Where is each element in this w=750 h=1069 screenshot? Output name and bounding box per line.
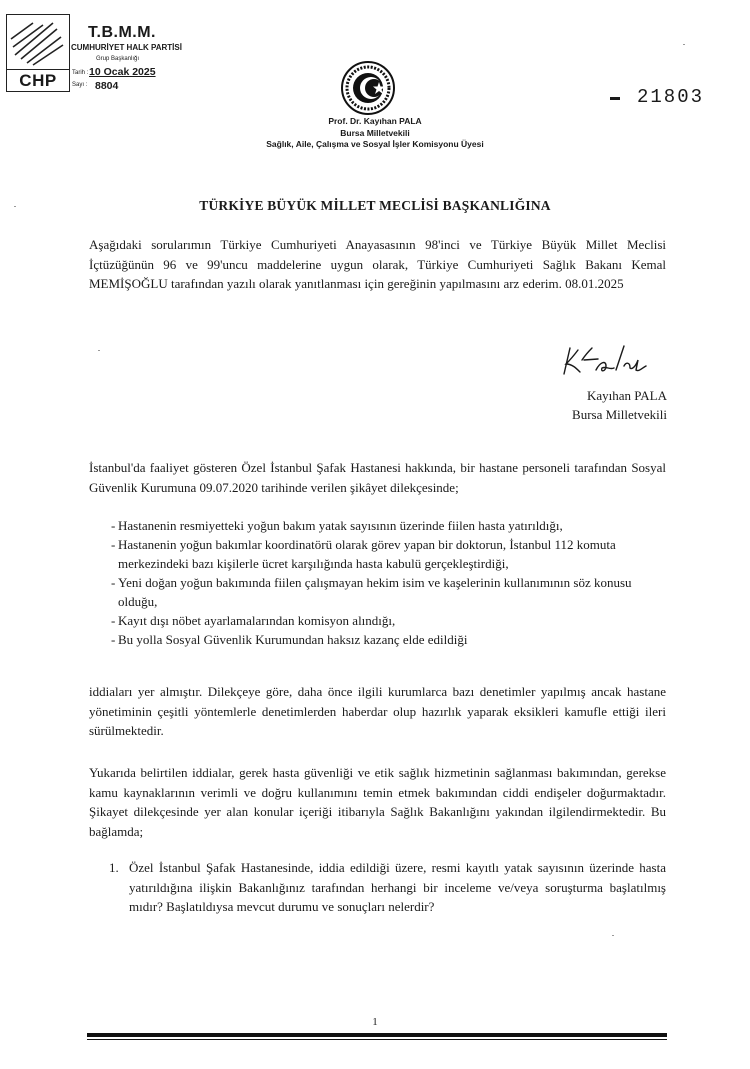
question-text: Özel İstanbul Şafak Hastanesinde, iddia edildiği üzere, resmi kayıtlı yatak sayısının üzerinde hasta yatırıldığına ilişkin Bakanlığınız tarafından herhangi bir inceleme ve/veya soruşturma başlatılmış mıdır? Başlatıldıysa mevcut durumu ve sonuçları nelerdir? xyxy=(129,860,666,914)
signature-block xyxy=(548,386,667,424)
document-number: 21803 xyxy=(637,86,705,108)
document-title: TÜRKİYE BÜYÜK MİLLET MECLİSİ BAŞKANLIĞINA xyxy=(199,198,551,213)
group-name: Grup Başkanlığı xyxy=(96,56,140,62)
signer-name: Kayıhan PALA xyxy=(586,388,667,403)
date-value: 10 Ocak 2025 xyxy=(89,66,156,78)
page-number: 1 xyxy=(372,1016,378,1028)
body-paragraph-1: İstanbul'da faaliyet gösteren Özel İstanbul Şafak Hastanesi hakkında, bir hastane personeli tarafından Sosyal Güvenlik Kurumuna 09.07.2020 tarihinde verilen şikâyet dilekçesinde; xyxy=(89,460,666,495)
intro-paragraph: Aşağıdaki sorularımın Türkiye Cumhuriyeti Anayasasının 98'inci ve Türkiye Büyük Millet Meclisi İçtüzüğünün 96 ve 99'uncu maddelerine uygun olarak, Türkiye Cumhuriyeti Sağlık Bakanı Kemal MEMİŞOĞLU tarafından yazılı olarak yanıtlanması için gereğinin yapılmasını arz ederim. 08.01.2025 xyxy=(89,237,666,291)
handwritten-signature xyxy=(544,340,664,378)
number-value: 8804 xyxy=(95,80,119,92)
sender-committee: Sağlık, Aile, Çalışma ve Sosyal İşler Komisyonu Üyesi xyxy=(266,139,484,149)
list-item: - Hastanenin resmiyetteki yoğun bakım yatak sayısının üzerinde fiilen hasta yatırıldığı, xyxy=(111,518,563,533)
signer-title: Bursa Milletvekili xyxy=(572,407,667,422)
list-item: - Bu yolla Sosyal Güvenlik Kurumundan haksız kazanç elde edildiği xyxy=(111,632,468,647)
scan-speck xyxy=(98,350,100,351)
list-item: - Kayıt dışı nöbet ayarlamalarından komisyon alındığı, xyxy=(111,613,396,628)
chp-logo-text: CHP xyxy=(19,71,57,90)
list-item-text: Yeni doğan yoğun bakımında fiilen çalışmayan hekim isim ve kaşelerinin kullanımının söz konusu olduğu, xyxy=(118,575,632,609)
scan-speck xyxy=(683,44,685,45)
list-item: - Yeni doğan yoğun bakımında fiilen çalışmayan hekim isim ve kaşelerinin kullanımının söz konusu olduğu, xyxy=(111,575,632,609)
question-number: 1. xyxy=(109,860,119,875)
list-item-text: Kayıt dışı nöbet ayarlamalarından komisyon alındığı, xyxy=(118,613,396,628)
scan-speck xyxy=(612,935,614,936)
footer-divider-thin xyxy=(87,1039,667,1040)
body-paragraph-3: Yukarıda belirtilen iddialar, gerek hasta güvenliği ve etik sağlık hizmetinin sağlanması bakımından, gerekse kamu kaynaklarının verimli ve doğru kullanımını temin etmek bakımından ciddi endişeler doğurmaktadır. Şikayet dilekçesinde yer alan konular içeriği itibarıyla Sağlık Bakanlığını yakından ilgilendirmektedir. Bu bağlamda; xyxy=(89,765,666,839)
list-item-text: Bu yolla Sosyal Güvenlik Kurumundan haksız kazanç elde edildiği xyxy=(118,632,468,647)
chp-logo xyxy=(6,14,70,92)
party-name: CUMHURİYET HALK PARTİSİ xyxy=(71,43,182,52)
body-paragraph-2: iddiaları yer almıştır. Dilekçeye göre, daha önce ilgili kurumlarca bazı denetimler yapılmış ancak hastane yönetiminin çeşitli yöntemlerle denetimlerden haberdar olup hazırlık yaparak eksikleri kamufle ettiği ileri sürülmektedir. xyxy=(89,684,666,738)
chp-arrows-icon xyxy=(7,15,69,70)
scan-mark: ▬ xyxy=(610,92,620,103)
institution-name: T.B.M.M. xyxy=(88,24,156,41)
list-item-text: Hastanenin yoğun bakımlar koordinatörü olarak görev yapan bir doktorun, İstanbul 112 komuta merkezindeki bazı kişilerle ücret karşılığında hasta kabulü gerçekleştirdiği, xyxy=(118,537,616,571)
sender-constituency: Bursa Milletvekili xyxy=(340,127,410,138)
footer-divider xyxy=(87,1033,667,1037)
date-label: Tarih : xyxy=(72,70,89,76)
scan-speck xyxy=(14,206,16,207)
list-item: - Hastanenin yoğun bakımlar koordinatörü olarak görev yapan bir doktorun, İstanbul 112 komuta merkezindeki bazı kişilerle ücret karşılığında hasta kabulü gerçekleştirdiği, xyxy=(111,537,616,571)
tbmm-seal-icon xyxy=(340,60,396,116)
list-item-text: Hastanenin resmiyetteki yoğun bakım yatak sayısının üzerinde fiilen hasta yatırıldığı, xyxy=(118,518,563,533)
number-label: Sayı : xyxy=(72,82,88,88)
allegations-list xyxy=(89,516,666,649)
sender-block xyxy=(200,116,550,151)
sender-name: Prof. Dr. Kayıhan PALA xyxy=(328,116,422,126)
